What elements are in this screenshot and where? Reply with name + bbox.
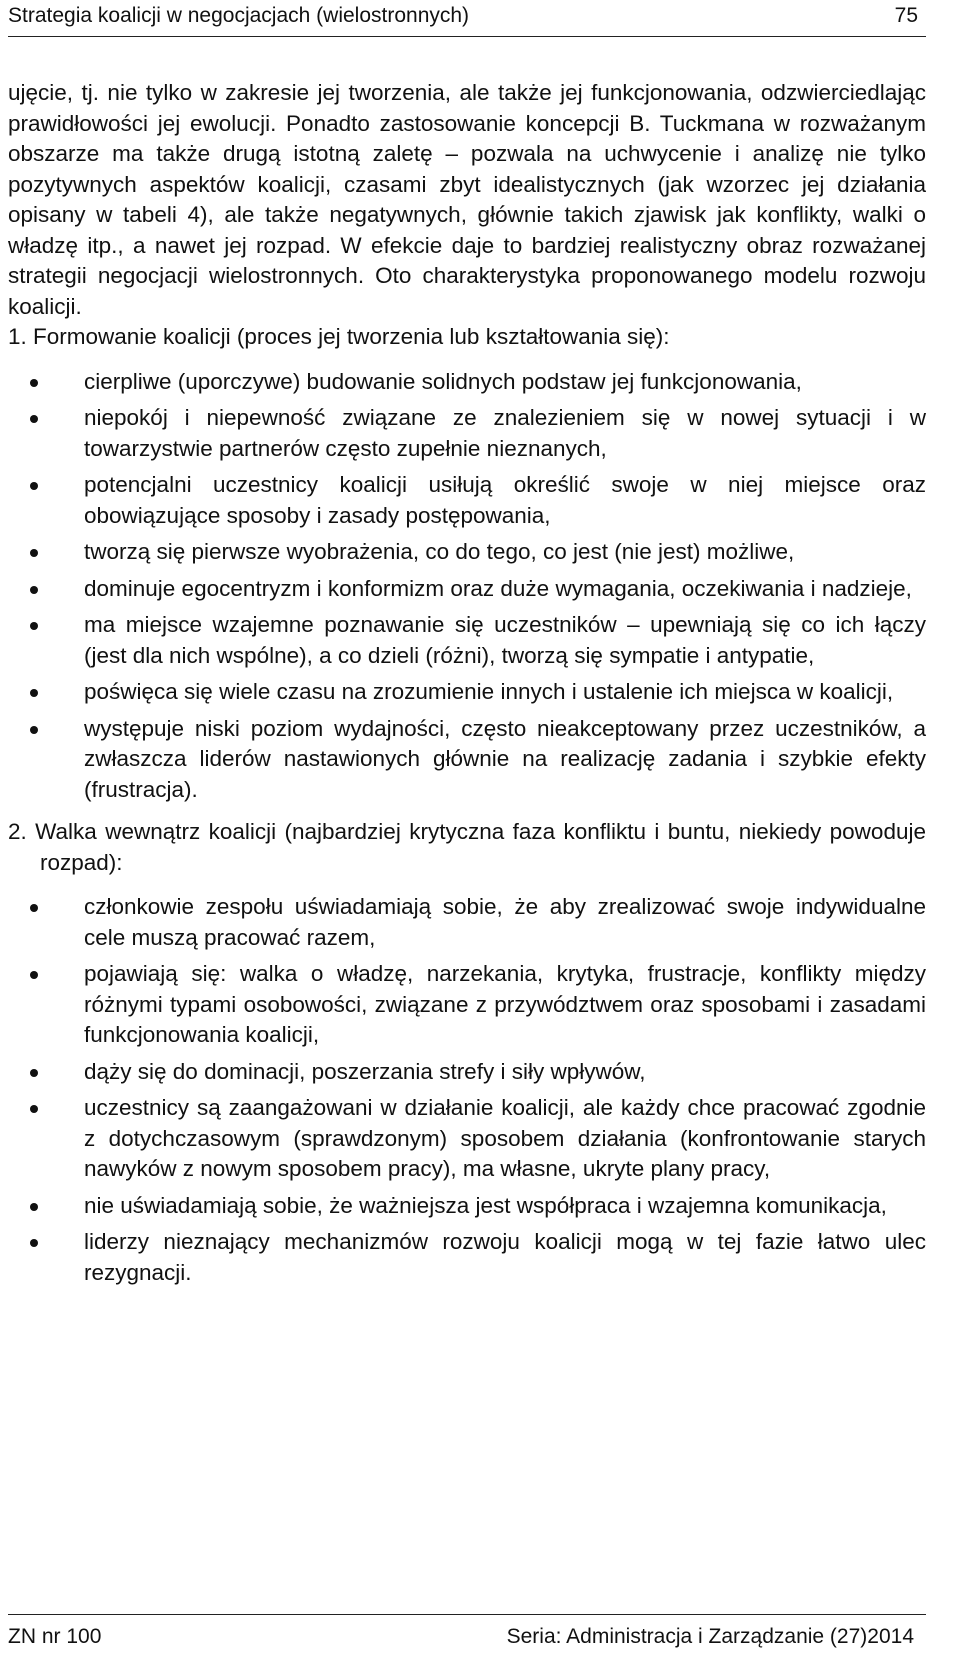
list-item: członkowie zespołu uświadamiają sobie, że aby zrealizować swoje indywidualne cele muszą pracować razem, [8,892,926,953]
running-footer [8,1614,926,1655]
list-item: pojawiają się: walka o władzę, narzekania, krytyka, frustracje, konflikty między różnymi typami osobowości, związane z przywództwem oraz sposobami i zasadami funkcjonowania koalicji, [8,959,926,1051]
bullet-icon [30,622,38,630]
bullet-icon [30,1069,38,1077]
section-1-heading: 1. Formowanie koalicji (proces jej tworzenia lub kształtowania się): [8,324,670,349]
list-item: tworzą się pierwsze wyobrażenia, co do tego, co jest (nie jest) możliwe, [8,537,926,568]
bullet-icon [30,549,38,557]
list-item: występuje niski poziom wydajności, często nieakceptowany przez uczestników, a zwłaszcza liderów nastawionych głównie na realizację zadania i szybkie efekty (frustracja). [8,714,926,806]
intro-paragraph: ujęcie, tj. nie tylko w zakresie jej tworzenia, ale także jej funkcjonowania, odzwierciedlając prawidłowości jej ewolucji. Ponadto zastosowanie koncepcji B. Tuckmana w rozważanym obszarze ma także drugą istotną zaletę – pozwala na uchwycenie i analizę nie tylko pozytywnych aspektów koalicji, czasami zbyt idealistycznych (jak wzorzec jej działania opisany w tabeli 4), ale także negatywnych, głównie takich zjawisk jak konflikty, walki o władzę itp., a nawet jej rozpad. W efekcie daje to bardziej realistyczny obraz rozważanej strategii negocjacji wielostronnych. Oto charakterystyka proponowanego modelu rozwoju koalicji. [8,80,926,319]
page-number: 75 [894,4,918,27]
bullet-icon [30,586,38,594]
bullet-icon [30,689,38,697]
bullet-icon [30,904,38,912]
list-item: niepokój i niepewność związane ze znalezieniem się w nowej sytuacji i w towarzystwie partnerów często zupełnie nieznanych, [8,403,926,464]
bullet-icon [30,1239,38,1247]
list-item: dominuje egocentryzm i konformizm oraz duże wymagania, oczekiwania i nadzieje, [8,574,926,605]
list-item: dąży się do dominacji, poszerzania strefy i siły wpływów, [8,1057,926,1088]
list-item: poświęca się wiele czasu na zrozumienie innych i ustalenie ich miejsca w koalicji, [8,677,926,708]
list-item: liderzy nieznający mechanizmów rozwoju koalicji mogą w tej fazie łatwo ulec rezygnacji. [8,1227,926,1288]
list-item: cierpliwe (uporczywe) budowanie solidnych podstaw jej funkcjonowania, [8,367,926,398]
footer-issue: ZN nr 100 [8,1625,102,1648]
section-2-list [8,892,926,1288]
bullet-icon [30,726,38,734]
list-item: uczestnicy są zaangażowani w działanie koalicji, ale każdy chce pracować zgodnie z dotychczasowym (sprawdzonym) sposobem działania (konfrontowanie starych nawyków z nowym sposobem pracy), ma własne, ukryte plany pracy, [8,1093,926,1185]
list-item: ma miejsce wzajemne poznawanie się uczestników – upewniają się co ich łączy (jest dla nich wspólne), a co dzieli (różni), tworzą się sympatie i antypatie, [8,610,926,671]
section-1-list [8,367,926,806]
running-header [8,2,926,37]
footer-series: Seria: Administracja i Zarządzanie (27)2014 [506,1625,914,1648]
body-text [8,78,926,1294]
bullet-icon [30,1105,38,1113]
list-item: potencjalni uczestnicy koalicji usiłują określić swoje w niej miejsce oraz obowiązujące sposoby i zasady postępowania, [8,470,926,531]
section-2-heading: 2. Walka wewnątrz koalicji (najbardziej krytyczna faza konfliktu i buntu, niekiedy powoduje rozpad): [8,819,926,875]
bullet-icon [30,482,38,490]
bullet-icon [30,415,38,423]
bullet-icon [30,379,38,387]
header-title: Strategia koalicji w negocjacjach (wielostronnych) [8,4,470,27]
bullet-icon [30,1203,38,1211]
list-item: nie uświadamiają sobie, że ważniejsza jest współpraca i wzajemna komunikacja, [8,1191,926,1222]
bullet-icon [30,971,38,979]
